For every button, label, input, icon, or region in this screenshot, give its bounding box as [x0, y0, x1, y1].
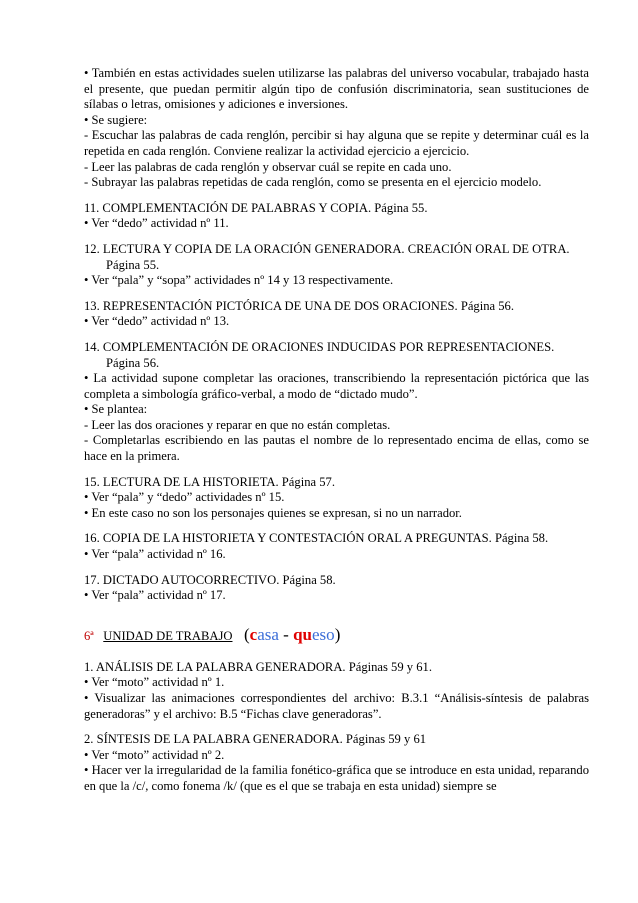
section-13	[84, 299, 589, 330]
unit-section-2-heading: 2. SÍNTESIS DE LA PALABRA GENERADORA. Páginas 59 y 61	[84, 732, 427, 747]
close-paren: )	[334, 624, 341, 644]
section-14	[84, 340, 589, 465]
section-17-heading: 17. DICTADO AUTOCORRECTIVO. Página 58.	[84, 572, 336, 587]
section-16-heading: 16. COPIA DE LA HISTORIETA Y CONTESTACIÓN ORAL A PREGUNTAS. Página 58.	[84, 531, 549, 546]
step-listen: - Escuchar las palabras de cada renglón, percibir si hay alguna que se repite y determinar cuál es la repetida en cada renglón. Conviene realizar la actividad ejercicio a ejercicio.	[84, 128, 589, 158]
paragraph-universe-vocabulary: • También en estas actividades suelen utilizarse las palabras del universo vocabular, trabajado hasta el presente, que puedan permitir algún tipo de confusión discriminatoria, sean sustituciones de sílabas o letras, omisiones y adiciones e inversiones.	[84, 66, 589, 112]
section-14-line-4: - Completarlas escribiendo en las pautas el nombre de lo representado encima de ellas, como se hace en la primera.	[84, 433, 589, 464]
section-15-heading: 15. LECTURA DE LA HISTORIETA. Página 57.	[84, 474, 335, 489]
section-14-line-2: • Se plantea:	[84, 402, 148, 417]
section-15-line-1: • Ver “pala” y “dedo” actividades nº 15.	[84, 490, 285, 505]
section-16-line-1: • Ver “pala” actividad nº 16.	[84, 547, 226, 562]
section-11	[84, 201, 589, 232]
unit-section-2	[84, 732, 589, 794]
step-underline: - Subrayar las palabras repetidas de cada renglón, como se presenta en el ejercicio modelo.	[84, 175, 542, 190]
word-casa-letter: c	[249, 624, 258, 644]
unit-heading	[84, 626, 589, 646]
section-14-line-1: • La actividad supone completar las oraciones, transcribiendo la representación pictórica que las completa a simbología gráfico-verbal, a modo de “dictado mudo”.	[84, 371, 589, 401]
section-13-line-1: • Ver “dedo” actividad nº 13.	[84, 314, 230, 329]
section-11-heading: 11. COMPLEMENTACIÓN DE PALABRAS Y COPIA. Página 55.	[84, 200, 428, 215]
open-paren: (	[243, 624, 250, 644]
section-14-line-3: - Leer las dos oraciones y reparar en que no están completas.	[84, 417, 391, 432]
unit-section-1-line-1: • Ver “moto” actividad nº 1.	[84, 675, 225, 690]
word-separator: -	[278, 624, 294, 644]
unit-section-2-line-1: • Ver “moto” actividad nº 2.	[84, 747, 225, 762]
section-13-heading: 13. REPRESENTACIÓN PICTÓRICA DE UNA DE DOS ORACIONES. Página 56.	[84, 298, 514, 313]
text-column	[84, 66, 589, 795]
section-12	[84, 242, 589, 289]
section-15	[84, 475, 589, 522]
unit-section-1	[84, 660, 589, 722]
section-12-line-1: • Ver “pala” y “sopa” actividades nº 14 y 13 respectivamente.	[84, 273, 394, 288]
section-11-line-1: • Ver “dedo” actividad nº 11.	[84, 216, 229, 231]
section-12-heading: 12. LECTURA Y COPIA DE LA ORACIÓN GENERADORA. CREACIÓN ORAL DE OTRA. Página 55.	[84, 241, 570, 272]
section-15-line-2: • En este caso no son los personajes quienes se expresan, si no un narrador.	[84, 505, 462, 520]
step-read: - Leer las palabras de cada renglón y observar cuál se repite en cada uno.	[84, 159, 452, 174]
word-queso-letters: qu	[293, 624, 313, 644]
bullet-suggests: • Se sugiere:	[84, 112, 148, 127]
section-14-heading: 14. COMPLEMENTACIÓN DE ORACIONES INDUCIDAS POR REPRESENTACIONES. Página 56.	[84, 339, 555, 370]
word-casa-rest: asa	[257, 624, 279, 644]
unit-key-words	[244, 625, 340, 644]
section-17-line-1: • Ver “pala” actividad nº 17.	[84, 588, 226, 603]
unit-number: 6ª	[84, 628, 94, 643]
section-17	[84, 573, 589, 604]
unit-section-1-heading: 1. ANÁLISIS DE LA PALABRA GENERADORA. Páginas 59 y 61.	[84, 659, 432, 674]
unit-section-1-line-2: • Visualizar las animaciones correspondientes del archivo: B.3.1 “Análisis-síntesis de palabras generadoras” y el archivo: B.5 “Fichas clave generadoras”.	[84, 691, 589, 721]
unit-section-2-line-2: • Hacer ver la irregularidad de la familia fonético-gráfica que se introduce en esta unidad, reparando en que la /c/, como fonema /k/ (que es el que se trabaja en esta unidad) siempre se	[84, 763, 589, 793]
word-queso-rest: eso	[312, 624, 335, 644]
intro-block	[84, 66, 589, 191]
unit-title: UNIDAD DE TRABAJO	[103, 628, 233, 643]
section-16	[84, 531, 589, 562]
